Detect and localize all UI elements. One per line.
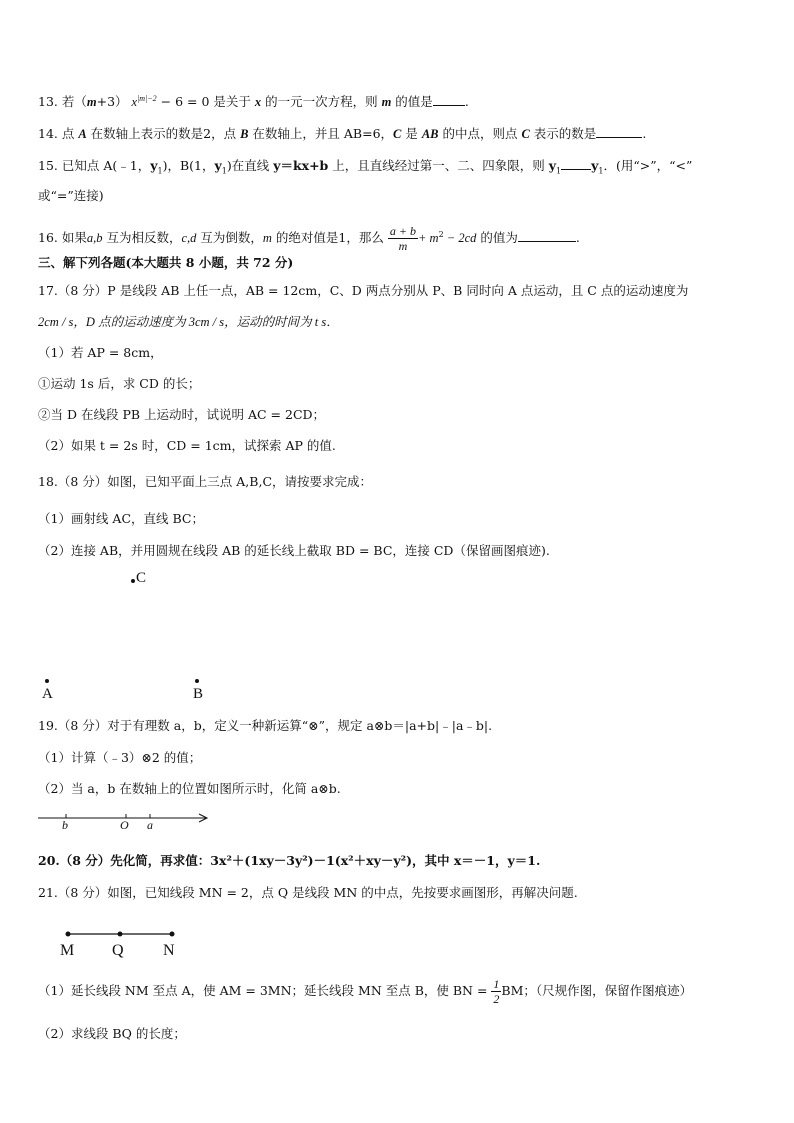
question-17-sub1a: ①运动 1s 后，求 CD 的长； <box>38 376 201 391</box>
point-c-label: C <box>136 570 147 586</box>
point-b-label: B <box>193 686 204 702</box>
question-13: 13. 若（m+3） $x^{|m|-2} - 6 = 0$ 是关于 x 的一元一次方程，则 m 的值是 . <box>38 94 469 110</box>
answer-blank <box>518 229 576 242</box>
question-20: 20.（8 分）先化简，再求值：3x²＋(1xy－3y²)－1(x²＋xy－y²)，其中 x＝－1，y＝1. <box>38 853 541 868</box>
axis-label-o: O <box>120 818 129 832</box>
answer-blank <box>433 93 465 106</box>
question-19-sub1: （1）计算（﹣3）⊗2 的值； <box>38 750 202 765</box>
q14-number: 14. <box>38 126 58 141</box>
section-3-heading: 三、解下列各题(本大题共 8 小题，共 72 分) <box>38 255 294 270</box>
fraction-a-plus-b-over-m: $\frac{a + b}{m}$ <box>389 224 416 254</box>
segment-mn <box>60 928 184 940</box>
axis-label-a: a <box>147 818 153 832</box>
question-17-sub1: （1）若 AP = 8cm， <box>38 345 163 360</box>
question-17-sub1b: ②当 D 在线段 PB 上运动时，试说明 AC = 2CD； <box>38 407 326 422</box>
q13-number: 13. <box>38 94 58 110</box>
question-17-line2: 2cm / s，D 点的运动速度为 3cm / s，运动的时间为 t s． <box>38 315 339 329</box>
question-14: 14. 点 A 在数轴上表示的数是2，点 B 在数轴上，并且 AB=6，C 是 AB 的中点，则点 C 表示的数是 . <box>38 126 647 141</box>
fraction-one-half: $\frac{1}{2}$ <box>493 977 500 1006</box>
question-18-line1: 18.（8 分）如图，已知平面上三点 A,B,C，请按要求完成： <box>38 474 373 489</box>
point-m-label: M <box>60 942 75 959</box>
point-q-label: Q <box>112 942 124 959</box>
question-19-sub2: （2）当 a，b 在数轴上的位置如图所示时，化简 a⊗b. <box>38 781 341 796</box>
question-15-cont: 或“=”连接) <box>38 188 104 203</box>
question-17-sub2: （2）如果 t = 2s 时，CD = 1cm，试探索 AP 的值. <box>38 438 336 453</box>
point-n-label: N <box>163 942 175 959</box>
answer-blank <box>561 157 591 170</box>
point-a-dot <box>45 679 49 683</box>
question-15: 15. 已知点 A(﹣1，$y_1$)，B(1，$y_1$)在直线 y＝kx+b 上，且直线经过第一、二、四象限，则 $y_1$ $y_1$．(用“>”，“<” <box>38 158 693 176</box>
question-19-line1: 19.（8 分）对于有理数 a，b，定义一种新运算“⊗”，规定 a⊗b＝|a+b|﹣|a﹣b|. <box>38 718 493 733</box>
point-b-dot <box>195 679 199 683</box>
question-17-line1: 17.（8 分）P 是线段 AB 上任一点，AB = 12cm，C、D 两点分别从 P、B 同时向 A 点运动，且 C 点的运动速度为 <box>38 283 689 298</box>
point-a-label: A <box>42 686 53 702</box>
question-21-sub2: （2）求线段 BQ 的长度； <box>38 1026 186 1041</box>
question-18-sub2: （2）连接 AB，并用圆规在线段 AB 的延长线上截取 BD = BC，连接 CD（保留画图痕迹). <box>38 543 550 558</box>
question-21-line1: 21.（8 分）如图，已知线段 MN = 2，点 Q 是线段 MN 的中点，先按要求画图形，再解决问题. <box>38 885 578 900</box>
q16-number: 16. <box>38 230 58 246</box>
point-c-dot <box>131 579 135 583</box>
axis-label-b: b <box>62 818 68 832</box>
q15-number: 15. <box>38 158 58 173</box>
question-18-sub1: （1）画射线 AC，直线 BC； <box>38 511 204 526</box>
question-16: 16. 如果a,b 互为相反数，c,d 互为倒数，m 的绝对值是1，那么 $\frac{a + b}{m}$ + $m^2 - 2cd$ 的值为 . <box>38 224 580 254</box>
question-21-sub1: （1）延长线段 NM 至点 A，使 AM = 3MN；延长线段 MN 至点 B，使 BN = $\frac{1}{2}$ BM；（尺规作图，保留作图痕迹） <box>38 977 693 1006</box>
answer-blank <box>596 125 642 138</box>
